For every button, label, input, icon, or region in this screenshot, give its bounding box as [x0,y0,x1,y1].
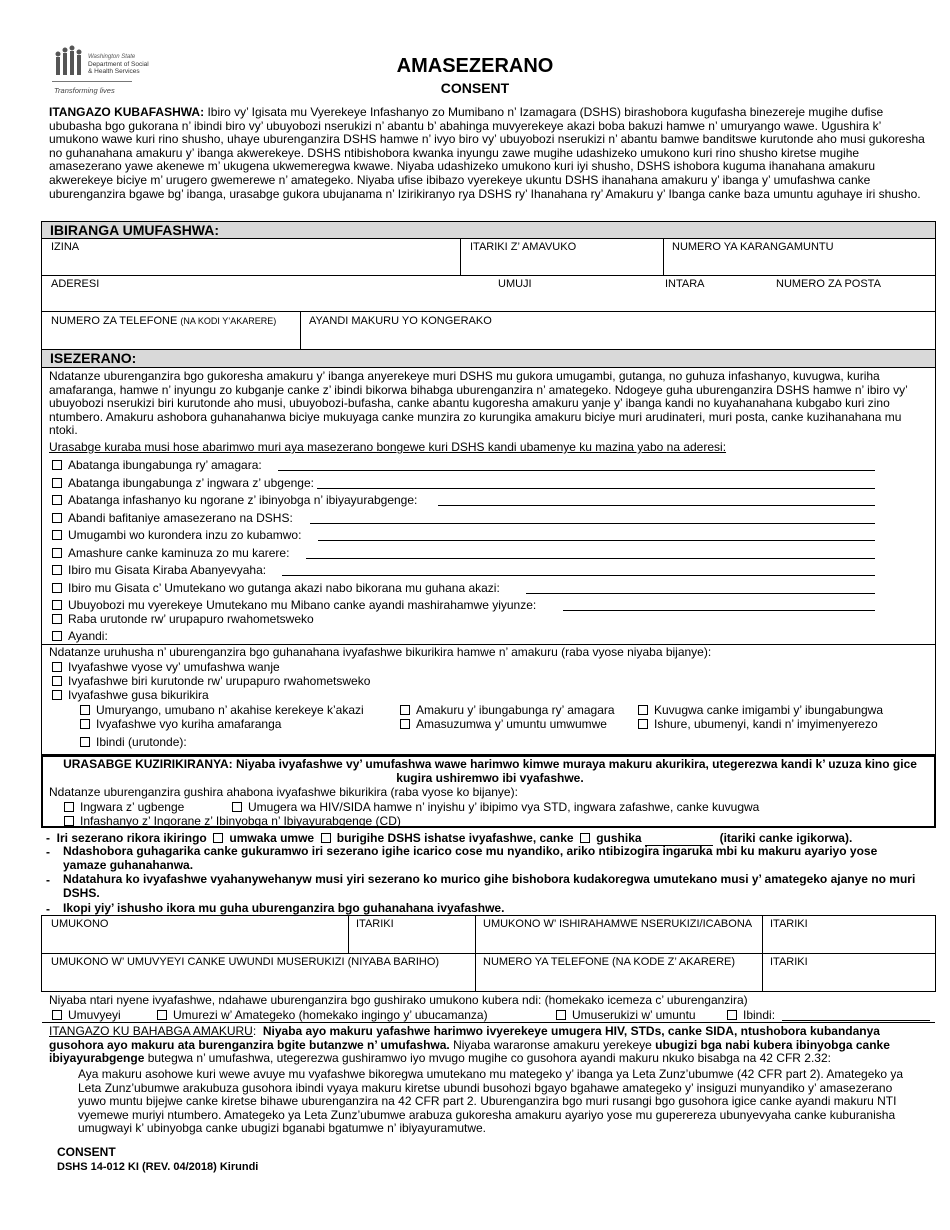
party-input[interactable] [438,505,875,506]
sub-option: Ishure, ubumenyi, kandi n’ imyimenyerezo [638,717,878,731]
party-checkbox[interactable] [52,513,62,523]
party-checkbox[interactable] [52,565,62,575]
sub-checkbox[interactable] [400,719,410,729]
org-signature-label: UMUKONO W’ ISHIRAHAMWE NSERUKIZI/ICABONA [483,918,753,930]
other-info-field[interactable] [309,330,929,348]
party-row: Umugambi wo kurondera inzu zo kubamwo: [52,528,301,542]
rep-date-label: ITARIKI [770,956,808,968]
term-redisclosure: Ndatahura ko ivyafashwe vyahanywehanyw musi yiri sezerano ko murico gihe bishobora kudakoregwa umutekano musi y’ amategeko ajanye no muri DSHS. [63,872,916,900]
sub-option: Kuvugwa canke imigambi y’ ibungabungwa [638,703,883,717]
client-info-heading: IBIRANGA UMUFASHWA: [42,222,935,239]
until-checkbox[interactable] [580,833,590,843]
address-label: ADERESI [51,278,100,290]
party-input[interactable] [317,488,875,489]
phone-field[interactable] [51,330,291,348]
rep-date-field[interactable] [770,970,930,988]
signature-field[interactable] [51,932,341,950]
org-date-label: ITARIKI [770,918,808,930]
notice-text: Ibiro vy’ Igisata mu Vyerekeye Infashanyo zo Mumibano n’ Izamagara (DSHS) birashobora kugufasha binezereje mugihe dufise ububasha bgo gukorana n’ ibindi biro vy’ ubuyobozi nserukizi n’ abantu b’ abahinga muvyerekeye akazi boba bakuzi hamwe n’ umuryango wawe. Ugushira k’ umukono wawe kuri rino shusho, uhaye uburenganzira DSHS hamwe n’ ivyo biro vy’ ubuyobozi nserukizi n’ abantu bamwe banditswe kurutonde aho musi gukoresha no guhanahana amakuru y’ ibanga akwerekeye. DSHS ntibishobora kwanka inyungu zawe mugihe udashizeko umukono kuri rino shusho kiretse mugihe amasezerano yawe akenewe m’ ukugena ukwemeregwa kwawe. Niyaba udashizeko umukono kuri iyi shusho, DSHS ishobora kuguma ihanahana amakuru akwerekeye biciye m’ urugero gwemerewe n’ amategeko. Niyaba ufise ibibazo vyerekeye ukuntu DSHS ihanahana amakuru y’ ibanga y’ umufashwa canke uburenganzira bgawe bg’ ibanga, urasabge gukora ubujanama n’ Izirikiranyo rya DSHS ry’ Ihanahana ry’ Amakuru y’ Ibanga canke baza umuntu aguhaye iri shusho. [49,105,925,201]
rep-signature-field[interactable] [51,970,469,988]
party-row: Abatanga infashanyo ku ngorane z’ ibinyobga n’ ibiyayurabgenge: [52,493,417,507]
role-option: Umurezi w’ Amategeko (homekako ingingo y’ ubucamanza) [157,1008,488,1022]
footer-consent: CONSENT [57,1145,116,1159]
info-option: Ivyafashwe vyose vy’ umufashwa wanje [52,660,280,674]
sensitive-checkbox[interactable] [64,816,74,826]
consent-heading: ISEZERANO: [42,350,935,367]
party-input[interactable] [282,575,875,576]
name-label: IZINA [51,241,80,253]
sensitive-option: Umugera wa HIV/SIDA hamwe n’ inyishu y’ ibipimo vya STD, ingwara zafashwe, canke kuvugwa [232,800,759,814]
sub-checkbox[interactable] [80,719,90,729]
name-field[interactable] [51,262,451,274]
role-option: Umuvyeyi [52,1008,121,1022]
info-checkbox[interactable] [52,690,62,700]
dob-label: ITARIKI Z’ AMAVUKO [470,241,577,253]
sub-option: Ivyafashwe vyo kuriha amafaranga [80,717,281,731]
logo-dept: Department of Social [88,61,149,68]
notice-paragraph [49,106,929,201]
info-option: Ivyafashwe biri kurutonde rw’ urupapuro rwahometsweko [52,674,370,688]
sub-option: Ibindi (urutonde): [80,735,187,749]
role-option: Umuserukizi w’ umuntu [556,1008,696,1022]
role-option: Ibindi: [727,1008,775,1022]
party-row: Amashure canke kaminuza zo mu karere: [52,546,289,560]
info-intro: Ndatanze uruhusha n’ uburenganzira bgo guhanahana ivyafashwe bikurikira hamwe n’ amakuru (raba vyose niyaba bijanye): [49,645,712,659]
id-field[interactable] [672,256,927,274]
one-year-checkbox[interactable] [213,833,223,843]
party-row: Ibiro mu Gisata c’ Umutekano wo gutanga akazi nabo bikorana mu guhana akazi: [52,581,500,595]
sub-checkbox[interactable] [80,737,90,747]
party-input[interactable] [306,558,875,559]
sub-checkbox[interactable] [80,705,90,715]
party-input[interactable] [278,470,875,471]
term-revoke: Ndashobora guhagarika canke gukuramwo iri sezerano igihe icarico cose mu nyandiko, ariko ntibizogira ingaruka mbi ku makuru ayariyo yose yamaze guhanahanwa. [63,844,878,872]
city-label: UMUJI [498,278,532,290]
role-checkbox[interactable] [556,1010,566,1020]
party-row: Ibiro mu Gisata Kiraba Abanyevyaha: [52,563,266,577]
others-checkbox[interactable] [52,631,62,641]
other-info-label: AYANDI MAKURU YO KONGERAKO [309,315,492,327]
rep-phone-field[interactable] [483,970,755,988]
role-checkbox[interactable] [727,1010,737,1020]
dob-field[interactable] [470,256,655,274]
info-checkbox[interactable] [52,662,62,672]
signature-date-label: ITARIKI [356,918,394,930]
party-row: Ubuyobozi mu vyerekeye Umutekano mu Mibano canke ayandi mashirahamwe yiyunze: [52,598,536,612]
rep-phone-label: NUMERO YA TELEFONE (NA KODE Z’ AKARERE) [483,956,736,968]
remember-title: URASABGE KUZIRIKIRANYA: Niyaba ivyafashwe vy’ umufashwa wawe harimwo kimwe muraya makuru akurikira, utegerezwa kandi k’ uzuza kino gice kugira ushiremwo ibi vyafashwe. [63,757,917,785]
notice-label: ITANGAZO KUBAFASHWA: [49,105,205,119]
signature-date-field[interactable] [356,932,468,950]
rep-signature-label: UMUKONO W’ UMUVYEYI CANKE UWUNDI MUSERUKIZI (NIYABA BARIHO) [51,956,440,968]
sensitive-option: Infashanyo z’ Ingorane z’ Ibinyobga n’ Ibiyayurabgenge (CD) [64,814,401,828]
party-checkbox[interactable] [52,478,62,488]
attachment-checkbox[interactable] [52,614,62,624]
role-checkbox[interactable] [157,1010,167,1020]
logo-dept2: & Health Services [88,68,140,75]
phone-label: NUMERO ZA TELEFONE (NA KODI Y’AKARERE) [51,315,277,327]
recipient-notice: ITANGAZO KU BAHABGA AMAKURU: Niyaba ayo makuru yafashwe harimwo ivyerekeye umugera HIV, STDs, canke SIDA, ntushobora kubandanya gusohora ayo makuru ata burenganzira bgite butanzwe n’ umufashwa. Niyaba wararonse amakuru yerekeye ubugizi bga nabi kubera ibinyobga canke ibiyayurabgenge butegwa n’ umufashwa, utegerezwa gushiramwo iyo mvugo mugihe co gusohora ayandi makuru nkuko bisabga na 42 CFR 2.32: [49,1024,890,1066]
phone-note: (NA KODI Y’AKARERE) [180,316,277,326]
cfr-quote: Aya makuru asohowe kuri wewe avuye mu vyafashwe bikoregwa umutekano mu mategeko y’ ibanga ya Leta Zunz’ubumwe (42 CFR part 2). Amategeko ya Leta Zunz’ubumwe arakubuza gusohora ibindi vyaya makuru kiretse ubundi busohozi bgayo bgahawe amategeko y’ insiguzi munyandiko y’ amasezerano yuwo muntu bijejwe canke kiretse bihawe uburenganzira na 42 CFR part 2. Uburenganzira bgo muri rusangi bgo gusohora igice canke ayandi makuru NTI vyemewe muriyi ntumbero. Amategeko ya Leta Zunz’ubumwe arabuza gukoresha amakuru ayariyo yose mu guperereza ubunyevyaha canke kuburanisha umugwayi k’ ubinyobga canke ubugizi bganabi bgatumwe n’ ibiyayuramutwe. [78,1067,904,1136]
always-checkbox[interactable] [321,833,331,843]
sub-option: Amakuru y’ ibungabunga ry’ amagara [400,703,615,717]
info-option: Ivyafashwe gusa bikurikira [52,688,209,702]
page-title: AMASEZERANO [396,55,554,77]
party-input[interactable] [318,540,875,541]
remember-intro: Ndatanze uburenganzira gushira ahabona ivyafashwe bikurikira (raba vyose ko bijanye): [49,785,518,799]
party-checkbox[interactable] [52,495,62,505]
party-row: Abatanga ibungabunga ry’ amagara: [52,458,262,472]
sub-option: Amasuzumwa y’ umuntu umwumwe [400,717,607,731]
attachment-row: Raba urutonde rw’ urupapuro rwahometswekо [52,612,314,626]
page-subtitle: CONSENT [440,80,510,96]
party-checkbox[interactable] [52,548,62,558]
party-input[interactable] [526,593,875,594]
sub-option: Umuryango, umubano n’ akahise kerekeye k’akazi [80,703,364,717]
sub-checkbox[interactable] [400,705,410,715]
authority-text: Niyaba ntari nyene ivyafashwe, ndahawe uburenganzira bgo gushirako umukono kubera ndi: (homekako icemeza c’ uburenganzira) [49,993,748,1007]
party-checkbox[interactable] [52,460,62,470]
info-checkbox[interactable] [52,676,62,686]
id-label: NUMERO YA KARANGAMUNTU [672,241,834,253]
party-row: Abatanga ibungabunga z’ ingwara z’ ubgenge: [52,476,314,490]
logo-state: Washington State [88,54,136,60]
sensitive-checkbox[interactable] [232,802,242,812]
others-row: Ayandi: [52,629,108,643]
party-checkbox[interactable] [52,530,62,540]
consent-intro: Ndatanze uburenganzira bgo gukoresha amakuru y’ ibanga anyerekeye muri DSHS mu gukora umugambi, gutanga, no guhuza infashanyo, kuvugwa, kuriha amafaranga, hamwe n’ inyungu zo kubganje canke z’ ibindi bikorwa bihabga uburenganzira n’ amategeko. Ndogeye guha uburenganzira DSHS hamwe n’ ibiro vy’ ubuyobozi nserukizi biri kurutonde aho musi, ubuyobozi-bufasha, canke abantu kugoresha amakuru yanje y’ ibanga kandi no kuyahanahana kubgabo kuri zino ntumbero. Amakuru ashobora guhanahanwa biciye mukuyaga canke munzira zo kurungika amakuru biciye muri arudinateri, muri posta, canke kuzihanahana mu ntoki. [49,369,908,438]
party-input[interactable] [310,523,875,524]
form-number: DSHS 14-012 KI (REV. 04/2018) Kirundi [57,1161,259,1173]
term-duration: - Iri sezerano rikora ikiringo umwaka umwe burigihe DSHS ishatse ivyafashwe, canke gushika (itariki canke igikorwa). [46,831,853,845]
org-signature-field[interactable] [483,932,755,950]
recipient-notice-label: ITANGAZO KU BAHABGA AMAKURU [49,1024,253,1038]
org-date-field[interactable] [770,932,930,950]
consent-list-instruction: Urasabge kuraba musi hose abarimwo muri aya masezerano bongewe kuri DSHS kandi ubamenye ku mazina yabo na aderesi: [49,440,727,454]
role-other-input[interactable] [782,1020,930,1021]
logo-tagline: Transforming lives [54,86,115,95]
sub-checkbox[interactable] [638,719,648,729]
sub-checkbox[interactable] [638,705,648,715]
signature-label: UMUKONO [51,918,109,930]
role-checkbox[interactable] [52,1010,62,1020]
party-checkbox[interactable] [52,600,62,610]
sensitive-option: Ingwara z’ ugbenge [64,800,184,814]
party-checkbox[interactable] [52,583,62,593]
term-copy: Ikopi yiy’ ishusho ikora mu guha uburenganzira bgo guhanahana ivyafashwe. [63,901,505,915]
state-label: INTARA [665,278,705,290]
party-input[interactable] [563,610,875,611]
sensitive-checkbox[interactable] [64,802,74,812]
zip-label: NUMERO ZA POSTA [776,278,881,290]
party-row: Abandi bafitaniye amasezerano na DSHS: [52,511,293,525]
address-field[interactable] [51,292,931,310]
